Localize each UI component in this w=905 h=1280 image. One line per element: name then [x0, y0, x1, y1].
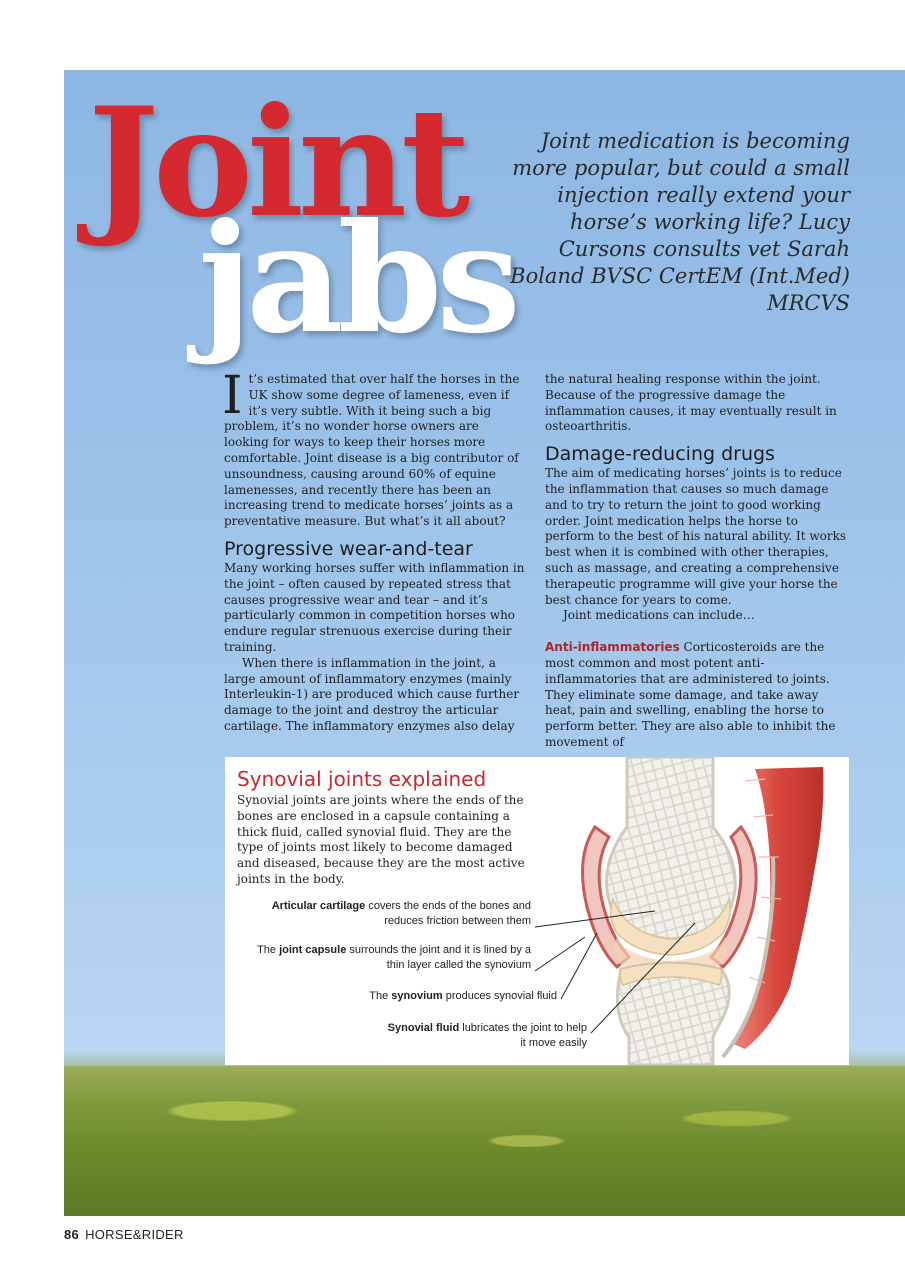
label-articular-cartilage: Articular cartilage covers the ends of the bones and reduces friction between them	[271, 900, 531, 927]
headline-joint: Joint	[88, 75, 465, 251]
drop-cap: I	[222, 366, 243, 426]
page-folio	[64, 1227, 184, 1242]
standfirst: Joint medication is becoming more popular, but could a small injection really extend your horse’s working life? Lucy Cursons consults vet Sarah Boland BVSC CertEM (Int.Med) MRCVS	[510, 129, 850, 315]
label-joint-capsule: The joint capsule surrounds the joint and it is lined by a thin layer called the synovium	[257, 944, 531, 971]
boxout-intro: Synovial joints are joints where the ends of the bones are enclosed in a capsule containing a thick fluid, called synovial fluid. They are the type of joints most likely to become damaged and diseased, because they are the most active joints in the body.	[237, 793, 525, 886]
heading-progressive-wear: Progressive wear-and-tear	[224, 537, 473, 560]
article-column-left	[222, 366, 526, 735]
body-paragraph: Anti-inflammatories Corticosteroids are the most common and most potent anti-inflammatories that are administered to joints. They eliminate some damage, and take away heat, pain and swelling, enabling the horse to perform better. They are also able to inhibit the movement of	[545, 640, 836, 749]
headline-jabs: jabs	[198, 191, 515, 367]
body-paragraph: the natural healing response within the joint. Because of the progressive damage the inflammation causes, it may eventually result in osteoarthritis.	[545, 372, 837, 434]
synovial-joints-boxout	[225, 757, 849, 1065]
page-number: 86	[64, 1227, 80, 1242]
heading-damage-reducing: Damage-reducing drugs	[545, 443, 775, 466]
label-synovium: The synovium produces synovial fluid	[369, 990, 557, 1002]
boxout-title: Synovial joints explained	[237, 767, 487, 791]
lead-term: Anti-inflammatories	[545, 640, 680, 655]
body-paragraph: Many working horses suffer with inflammation in the joint – often caused by repeated stress that causes progressive wear and tear – and it’s particularly common in competition horses who endure regular strenuous exercise during their training.	[224, 560, 525, 654]
grass-field	[64, 1066, 905, 1216]
body-paragraph: When there is inflammation in the joint, a large amount of inflammatory enzymes (mainly Interleukin-1) are produced which cause further damage to the joint and destroy the articular cartilage. The inflammatory enzymes also delay	[224, 655, 520, 733]
body-paragraph: The aim of medicating horses’ joints is to reduce the inflammation that causes so much damage and to try to return the joint to good working order. Joint medication helps the horse to perform to the best of his natural ability. It works best when it is combined with other therapies, such as massage, and creating a comprehensive therapeutic programme will give your horse the best chance for years to come.	[545, 466, 847, 607]
intro-paragraph: It’s estimated that over half the horses in the UK show some degree of lameness, even if it’s very subtle. With it being such a big problem, it’s no wonder horse owners are looking for ways to keep their horses more comfortable. Joint disease is a big contributor of unsoundness, causing around 60% of equine lamenesses, and recently there has been an increasing trend to medicate horses’ joints as a preventative measure. But what’s it all about?	[222, 366, 520, 529]
magazine-name: HORSE&RIDER	[85, 1227, 184, 1242]
body-paragraph: Joint medications can include…	[563, 608, 755, 623]
article-column-right	[545, 372, 847, 751]
label-synovial-fluid: Synovial fluid lubricates the joint to help it move easily	[387, 1022, 587, 1049]
